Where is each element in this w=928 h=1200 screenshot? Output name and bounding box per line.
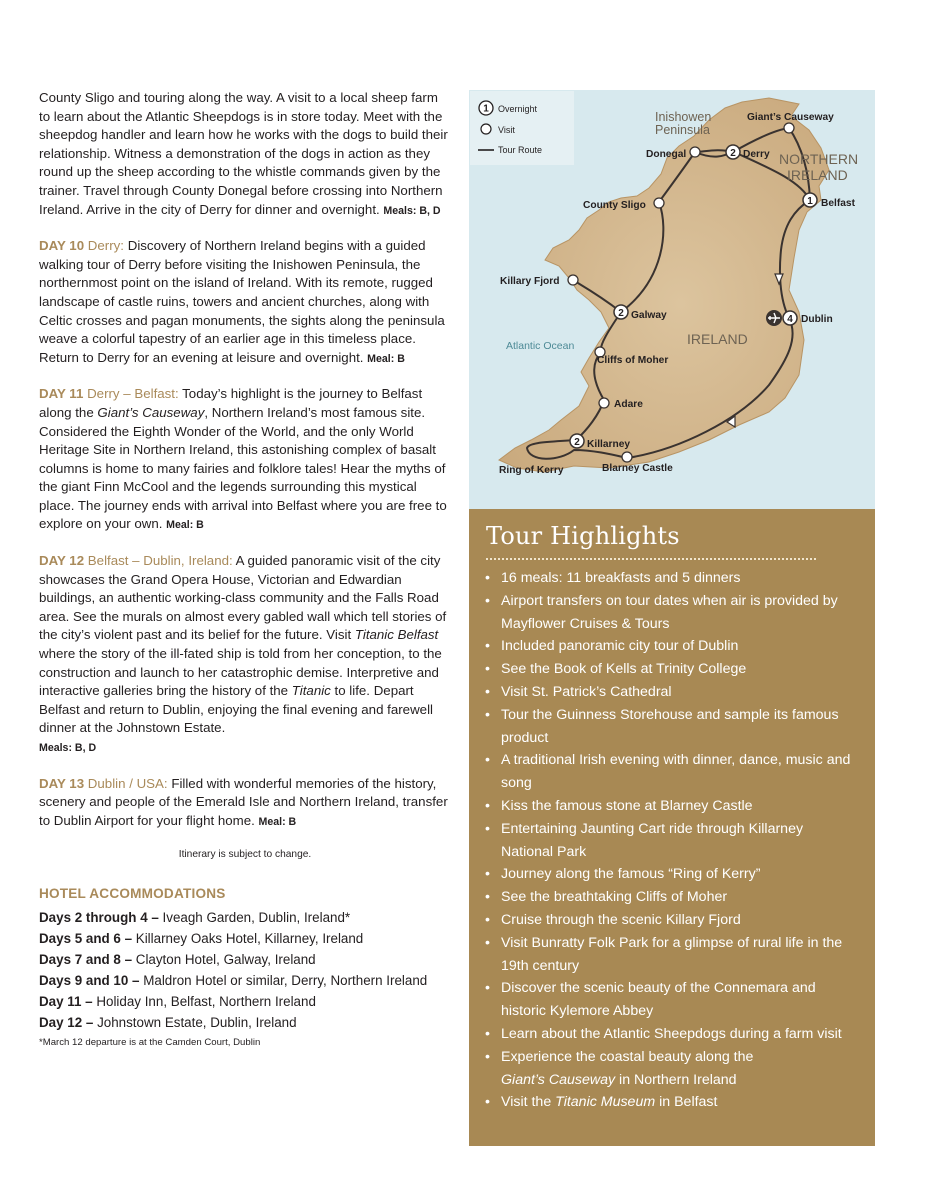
- highlight-item: • See the Book of Kells at Trinity College: [483, 658, 853, 681]
- day-12-subtitle: Belfast – Dublin, Ireland:: [84, 553, 233, 569]
- highlight-item: • 16 meals: 11 breakfasts and 5 dinners: [483, 567, 853, 590]
- region-atlantic: Atlantic Ocean: [506, 340, 575, 352]
- highlight-item: • Tour the Guinness Storehouse and sample its famous product: [483, 704, 853, 750]
- region-ireland-ni: IRELAND: [787, 167, 848, 183]
- highlight-causeway-italic: Giant’s Causeway: [501, 1071, 616, 1088]
- hotel-name: Maldron Hotel or similar, Derry, Northern Ireland: [139, 972, 428, 988]
- itinerary-column: [39, 89, 451, 1052]
- day-12-text-b: where the story of the ill-fated ship is told from her conception, to the construction and launch to her catastrophic demise. Interpretive and interactive galleries bring the history of the: [39, 646, 442, 699]
- legend-num: 1: [483, 103, 489, 115]
- place-donegal: Donegal: [646, 149, 687, 160]
- day-11-text-b: , Northern Ireland’s most famous site. Considered the Eighth Wonder of the World, and the only World Heritage Site in Northern Ireland, this astonishing complex of basalt columns is home to many fairies and folklore tales! Hear the myths of the giant Finn McCool and the legends surrounding this mystical place. The journey ends with arrival into Belfast where you are free to explore on your own.: [39, 404, 447, 532]
- highlight-item-titanic: [483, 1091, 853, 1114]
- galway-nights: 2: [618, 308, 624, 319]
- day-11-text-a: Today’s highlight is the journey to Belfast along the: [39, 386, 423, 420]
- place-galway: Galway: [631, 310, 667, 321]
- visit-marker-icon: [654, 198, 664, 208]
- visit-icon: [481, 124, 491, 134]
- highlight-item: • Visit St. Patrick’s Cathedral: [483, 681, 853, 704]
- visit-marker-icon: [690, 147, 700, 157]
- hotel-days: Days 7 and 8 –: [39, 951, 133, 967]
- hotel-name: Clayton Hotel, Galway, Ireland: [132, 951, 316, 967]
- day-10-meals: Meal: B: [367, 352, 405, 365]
- hotel-line: [39, 949, 451, 970]
- dublin-nights: 4: [787, 314, 793, 325]
- highlight-item: • Journey along the famous “Ring of Kerry”: [483, 863, 853, 886]
- highlight-item: • Airport transfers on tour dates when air is provided by Mayflower Cruises & Tours: [483, 590, 853, 636]
- day-11-subtitle: Derry – Belfast:: [83, 386, 179, 402]
- derry-nights: 2: [730, 148, 736, 159]
- hotel-days: Days 2 through 4 –: [39, 909, 159, 925]
- place-county-sligo: County Sligo: [583, 200, 646, 211]
- intro-text: County Sligo and touring along the way. A visit to a local sheep farm to learn about the Atlantic Sheepdogs is in store today. Meet with the sheepdog handler and learn how he works with the dogs to build their relationship. Witness a demonstration of the dogs in action as they round up the sheep according to the whistle commands given by the trainer. Travel through County Donegal before crossing into Northern Ireland. Arrive in the city of Derry for dinner and overnight.: [39, 90, 448, 217]
- legend-route: Tour Route: [498, 145, 543, 155]
- intro-meals: Meals: B, D: [383, 204, 441, 217]
- day-10-label: DAY 10: [39, 238, 85, 254]
- highlight-item: • A traditional Irish evening with dinner, dance, music and song: [483, 749, 853, 795]
- day-12-italic-b: Titanic: [291, 683, 331, 699]
- intro-paragraph: [39, 89, 451, 220]
- day-13-text: Filled with wonderful memories of the history, scenery and people of the Emerald Isle and Northern Ireland, transfer to Dublin Airport for your flight home.: [39, 775, 448, 828]
- place-killarney: Killarney: [587, 439, 631, 450]
- hotel-line: [39, 1012, 451, 1033]
- hotel-name: Iveagh Garden, Dublin, Ireland*: [158, 909, 351, 925]
- highlight-titanic-italic: Titanic Museum: [555, 1094, 656, 1111]
- hotel-days: Days 5 and 6 –: [39, 930, 133, 946]
- place-cliffs-of-moher: Cliffs of Moher: [597, 355, 669, 366]
- legend-overnight: Overnight: [498, 104, 538, 114]
- highlight-item: • See the breathtaking Cliffs of Moher: [483, 886, 853, 909]
- day-10-text: Discovery of Northern Ireland begins with a guided walking tour of Derry before visiting the Inishowen Peninsula, the northernmost point on the island of Ireland. With its remote, rugged landscape of castle ruins, towers and ancient churches, along with Celtic crosses and pagan monuments, the sights along the peninsula weave a colorful tapestry of an earlier age in this timeless place. Return to Derry for an evening at leisure and overnight.: [39, 238, 445, 365]
- highlight-causeway-rest: in Northern Ireland: [615, 1071, 737, 1088]
- day-12-text-c: to life. Depart Belfast and return to Dublin, enjoying the final evening and farewell dinner at the Johnstown Estate.: [39, 683, 433, 736]
- highlight-item: • Kiss the famous stone at Blarney Castle: [483, 795, 853, 818]
- highlights-title: Tour Highlights: [486, 522, 680, 550]
- highlight-item: • Discover the scenic beauty of the Connemara and historic Kylemore Abbey: [483, 977, 853, 1023]
- highlight-item: • Entertaining Jaunting Cart ride through Killarney National Park: [483, 818, 853, 864]
- day-10-subtitle: Derry:: [84, 238, 125, 254]
- day-11-label: DAY 11: [39, 386, 84, 402]
- place-killary-fjord: Killary Fjord: [500, 276, 560, 287]
- day-13-paragraph: [39, 775, 451, 832]
- hotel-line: [39, 991, 451, 1012]
- hotel-name: Holiday Inn, Belfast, Northern Ireland: [92, 993, 316, 1009]
- place-dublin: Dublin: [801, 314, 833, 325]
- dotted-divider: [486, 558, 816, 560]
- tour-highlights-panel: [469, 509, 875, 1146]
- region-peninsula: Peninsula: [655, 123, 710, 137]
- highlights-list: [483, 567, 853, 1114]
- itinerary-note: Itinerary is subject to change.: [178, 849, 312, 861]
- highlight-titanic-pre: Visit the: [501, 1094, 556, 1111]
- legend-visit: Visit: [498, 125, 515, 135]
- place-belfast: Belfast: [821, 198, 855, 209]
- hotel-footnote: *March 12 departure is at the Camden Court, Dublin: [39, 1036, 261, 1048]
- hotel-heading: HOTEL ACCOMMODATIONS: [39, 885, 226, 901]
- day-10-paragraph: [39, 237, 451, 368]
- place-ring-of-kerry: Ring of Kerry: [499, 465, 564, 476]
- highlight-causeway-pre: Experience the coastal beauty along the: [501, 1048, 754, 1065]
- day-11-paragraph: [39, 385, 451, 535]
- place-adare: Adare: [614, 399, 643, 410]
- region-ireland: IRELAND: [687, 331, 748, 347]
- hotel-name: Killarney Oaks Hotel, Killarney, Ireland: [132, 930, 364, 946]
- day-12-meals: Meals: B, D: [39, 742, 97, 754]
- place-blarney-castle: Blarney Castle: [602, 463, 673, 474]
- tour-map: [469, 90, 875, 509]
- day-11-italic: Giant’s Causeway: [97, 404, 205, 420]
- day-12-paragraph: [39, 552, 451, 758]
- highlight-item-causeway: [483, 1046, 853, 1092]
- place-giants-causeway: Giant’s Causeway: [747, 112, 834, 123]
- hotel-line: [39, 928, 451, 949]
- ireland-map-svg: [469, 90, 875, 509]
- visit-marker-icon: [568, 275, 578, 285]
- hotel-days: Day 11 –: [39, 993, 93, 1009]
- killarney-nights: 2: [574, 437, 580, 448]
- visit-marker-icon: [622, 452, 632, 462]
- hotel-days: Day 12 –: [39, 1014, 94, 1030]
- highlight-titanic-rest: in Belfast: [655, 1094, 718, 1111]
- day-13-subtitle: Dublin / USA:: [84, 775, 168, 791]
- highlight-item: • Learn about the Atlantic Sheepdogs during a farm visit: [483, 1023, 853, 1046]
- visit-marker-icon: [599, 398, 609, 408]
- day-12-label: DAY 12: [39, 553, 85, 569]
- place-derry: Derry: [743, 149, 770, 160]
- highlight-item: • Visit Bunratty Folk Park for a glimpse of rural life in the 19th century: [483, 932, 853, 978]
- day-13-meals: Meal: B: [258, 815, 297, 828]
- hotel-line: [39, 907, 451, 928]
- highlight-item: • Cruise through the scenic Killary Fjord: [483, 909, 853, 932]
- day-12-text-a: A guided panoramic visit of the city showcases the Grand Opera House, Victorian and Edwardian buildings, an authentic working-class community and the Falls Road area. See the murals on almost every gabled wall which tell stories of the city’s violent past and its belief for the future. Visit: [39, 553, 447, 643]
- day-11-meals: Meal: B: [166, 519, 204, 532]
- hotel-days: Days 9 and 10 –: [39, 972, 140, 988]
- belfast-nights: 1: [807, 196, 813, 207]
- hotel-name: Johnstown Estate, Dublin, Ireland: [93, 1014, 297, 1030]
- day-13-label: DAY 13: [39, 775, 85, 791]
- region-inishowen: Inishowen: [655, 110, 712, 124]
- highlight-item: • Included panoramic city tour of Dublin: [483, 635, 853, 658]
- visit-marker-icon: [784, 123, 794, 133]
- day-12-italic-a: Titanic Belfast: [354, 627, 439, 643]
- hotel-line: [39, 970, 451, 991]
- region-northern: NORTHERN: [779, 151, 859, 167]
